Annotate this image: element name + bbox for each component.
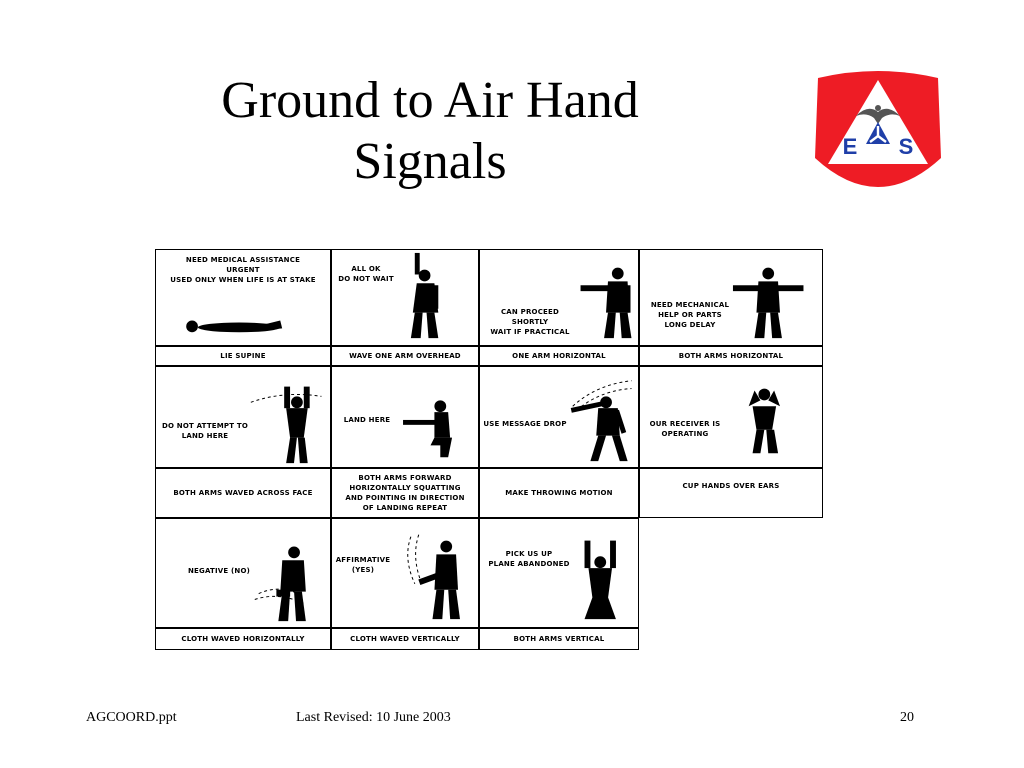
signal-caption-cell [639,346,823,366]
signal-caption: BOTH ARMS WAVED ACROSS FACE [173,489,313,497]
cloth-horizontal-figure-icon [156,519,330,627]
lying-figure-icon [156,250,330,345]
signal-caption-cell [331,628,479,650]
signal-note: NEGATIVE (NO) [187,567,251,575]
signal-caption: CLOTH WAVED HORIZONTALLY [181,635,305,643]
signal-cell-medical [155,249,331,346]
signal-note: AFFIRMATIVE (YES) [335,556,391,574]
slide-title [160,70,700,193]
both-arms-vertical-figure-icon [480,519,638,627]
signal-caption-cell [155,346,331,366]
hands-over-ears-figure-icon [640,367,822,467]
signal-note: DO NOT ATTEMPT TO LAND HERE [161,422,249,440]
signal-cell-proceed [479,249,639,346]
signal-caption-cell [479,468,639,518]
signal-note: NEED MEDICAL ASSISTANCE URGENT USED ONLY WHEN LIFE IS AT STAKE [170,256,316,284]
signal-caption-cell [331,346,479,366]
signal-caption: LIE SUPINE [220,352,266,360]
signal-caption: CLOTH WAVED VERTICALLY [350,635,460,643]
signal-cell-receiver [639,366,823,468]
logo-letter-s: S [898,134,914,159]
cloth-vertical-figure-icon [332,519,478,627]
signal-cell-negative [155,518,331,628]
es-shield-logo [810,66,946,214]
signal-caption: BOTH ARMS HORIZONTAL [678,352,784,360]
signal-note: OUR RECEIVER IS OPERATING [649,420,721,438]
signal-caption: ONE ARM HORIZONTAL [512,352,606,360]
signal-cell-mechanical [639,249,823,346]
logo-letter-e: E [842,134,858,159]
slide-title-line-1: Ground to Air Hand [221,72,639,129]
one-arm-horizontal-figure-icon [480,250,638,345]
signal-note: CAN PROCEED SHORTLY WAIT IF PRACTICAL [490,308,570,336]
signal-caption: WAVE ONE ARM OVERHEAD [349,352,461,360]
signal-note: ALL OK DO NOT WAIT [338,265,394,283]
signal-caption-cell [155,468,331,518]
throwing-figure-icon [480,367,638,467]
signal-cell-pick-us-up [479,518,639,628]
signal-cell-all-ok [331,249,479,346]
signal-cell-affirmative [331,518,479,628]
signal-caption-cell [479,628,639,650]
signal-caption-cell [331,468,479,518]
signal-note: LAND HERE [343,416,391,424]
signal-caption-cell [155,628,331,650]
footer-filename: AGCOORD.ppt [86,710,177,725]
hand-signals-chart [155,249,823,650]
signal-caption: CUP HANDS OVER EARS [682,482,780,490]
arms-across-face-figure-icon [156,367,330,467]
signal-caption: BOTH ARMS VERTICAL [513,635,605,643]
signal-caption: BOTH ARMS FORWARD HORIZONTALLY SQUATTING AND POINTING IN DIRECTION OF LANDING REPEAT [345,474,465,512]
signal-caption: MAKE THROWING MOTION [505,489,613,497]
signal-cell-land-here [331,366,479,468]
signal-note: PICK US UP PLANE ABANDONED [488,550,570,568]
slide-title-line-2: Signals [353,133,507,191]
squatting-figure-icon [332,367,478,467]
signal-caption-cell [479,346,639,366]
footer-last-revised: Last Revised: 10 June 2003 [296,710,451,725]
signal-cell-do-not-land [155,366,331,468]
signal-note: USE MESSAGE DROP [483,420,567,428]
footer-page-number: 20 [900,710,914,725]
signal-cell-message-drop [479,366,639,468]
signal-caption-cell [639,468,823,518]
both-arms-horizontal-figure-icon [640,250,822,345]
one-arm-up-figure-icon [332,250,478,345]
signal-note: NEED MECHANICAL HELP OR PARTS LONG DELAY [650,301,730,329]
